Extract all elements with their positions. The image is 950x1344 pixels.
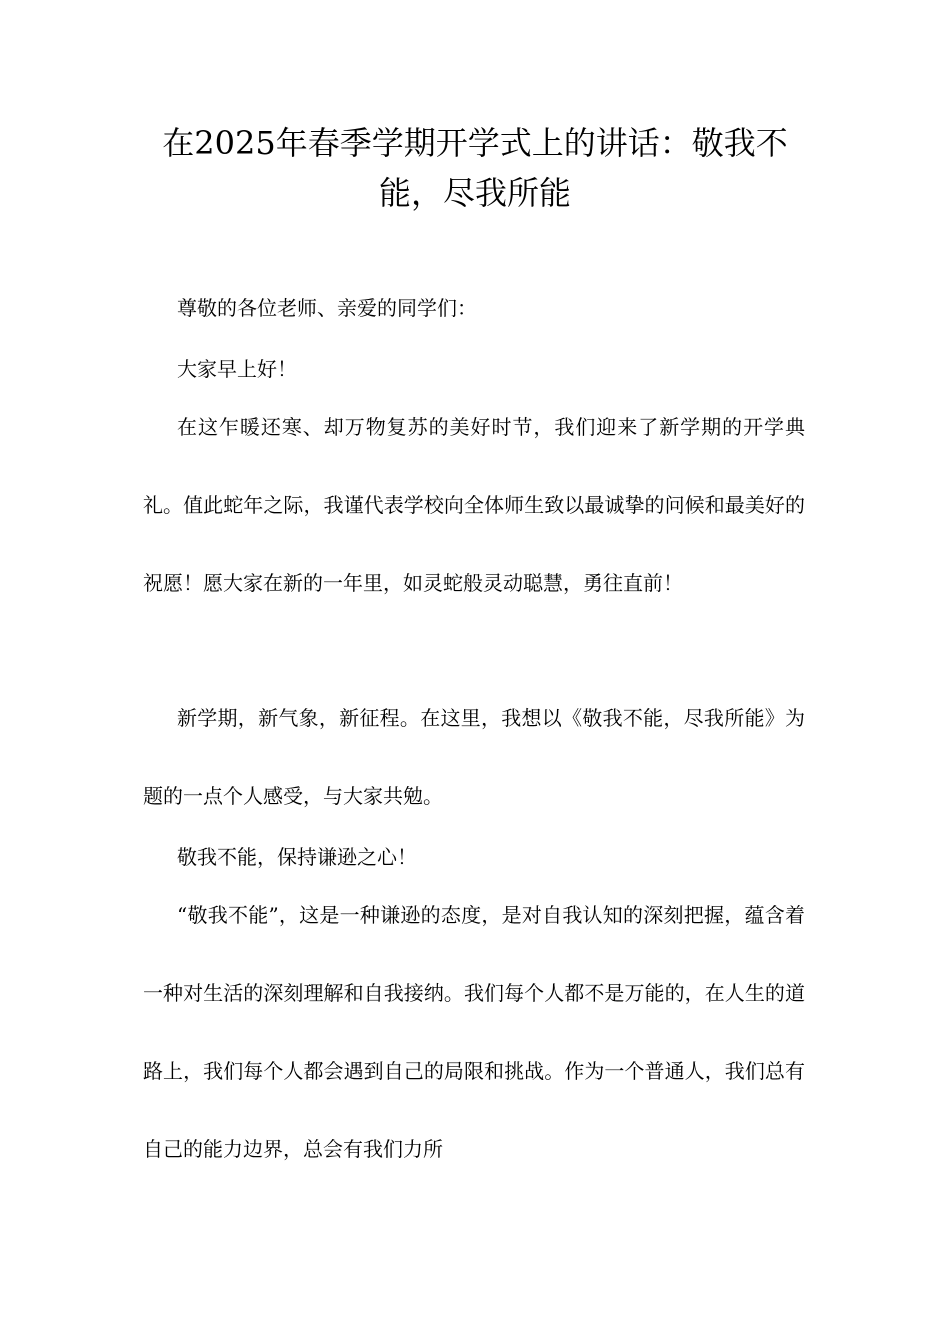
- opening-paragraph: 在这乍暖还寒、却万物复苏的美好时节，我们迎来了新学期的开学典礼。值此蛇年之际，我谨代表学校向全体师生致以最诚挚的问候和最美好的祝愿！愿大家在新的一年里，如灵蛇般灵动聪慧，勇往直前！: [143, 415, 805, 595]
- section-heading: 敬我不能，保持谦逊之心！: [177, 845, 417, 869]
- salutation-paragraph: 尊敬的各位老师、亲爱的同学们：: [177, 296, 477, 320]
- humility-paragraph: “敬我不能”，这是一种谦逊的态度，是对自我认知的深刻把握，蕴含着一种对生活的深刻理解和自我接纳。我们每个人都不是万能的，在人生的道路上，我们每个人都会遇到自己的局限和挑战。作为一个普通人，我们总有自己的能力边界，总会有我们力所: [143, 903, 805, 1161]
- greeting-paragraph: 大家早上好！: [177, 357, 297, 381]
- theme-paragraph: 新学期，新气象，新征程。在这里，我想以《敬我不能，尽我所能》为题的一点个人感受，与大家共勉。: [143, 706, 805, 808]
- document-title: 在2025年春季学期开学式上的讲话：敬我不能，尽我所能: [162, 124, 788, 212]
